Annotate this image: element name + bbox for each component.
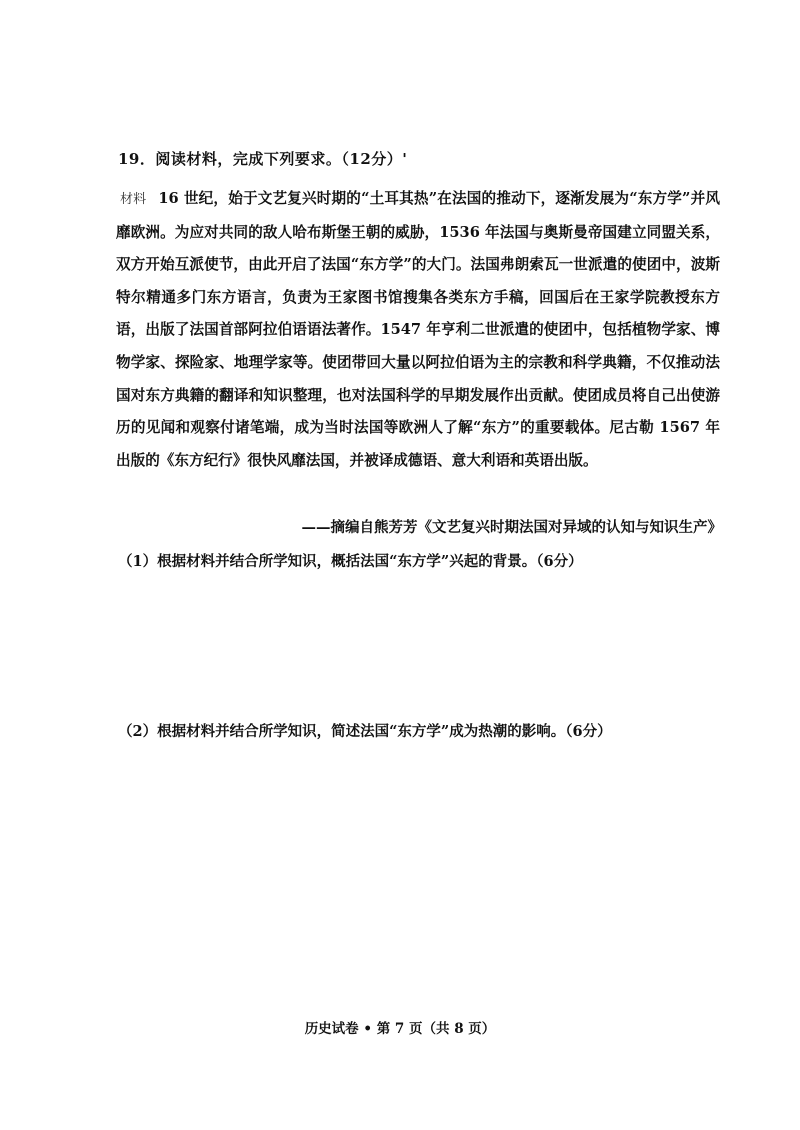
sub-question-1: （1）根据材料并结合所学知识，概括法国“东方学”兴起的背景。（6分）	[118, 553, 583, 570]
material-label: 材料	[120, 192, 147, 207]
material-text: 16 世纪，始于文艺复兴时期的“土耳其热”在法国的推动下，逐渐发展为“东方学”并风靡欧洲。为应对共同的敌人哈布斯堡王朝的威胁，1536 年法国与奥斯曼帝国建立同盟关系，双方开始互派使节，由此开启了法国“东方学”的大门。法国弗朗索瓦一世派遣的使团中，波斯特尔精通多门东方语言，负责为王家图书馆搜集各类东方手稿，回国后在王家学院教授东方语，出版了法国首部阿拉伯语语法著作。1547 年亨利二世派遣的使团中，包括植物学家、博物学家、探险家、地理学家等。使团带回大量以阿拉伯语为主的宗教和科学典籍，不仅推动法国对东方典籍的翻译和知识整理，也对法国科学的早期发展作出贡献。使团成员将自己出使游历的见闻和观察付诸笔端，成为当时法国等欧洲人了解“东方”的重要载体。尼古勒 1567 年出版的《东方纪行》很快风靡法国，并被译成德语、意大利语和英语出版。	[116, 190, 720, 469]
question-title: 19．阅读材料，完成下列要求。（12分）'	[118, 150, 408, 168]
sub-question-2: （2）根据材料并结合所学知识，简述法国“东方学”成为热潮的影响。（6分）	[118, 723, 612, 740]
material-source: ——摘编自熊芳芳《文艺复兴时期法国对异域的认知与知识生产》	[301, 519, 722, 536]
page-footer: 历史试卷 • 第 7 页（共 8 页）	[304, 1021, 496, 1037]
material-passage	[116, 183, 720, 477]
